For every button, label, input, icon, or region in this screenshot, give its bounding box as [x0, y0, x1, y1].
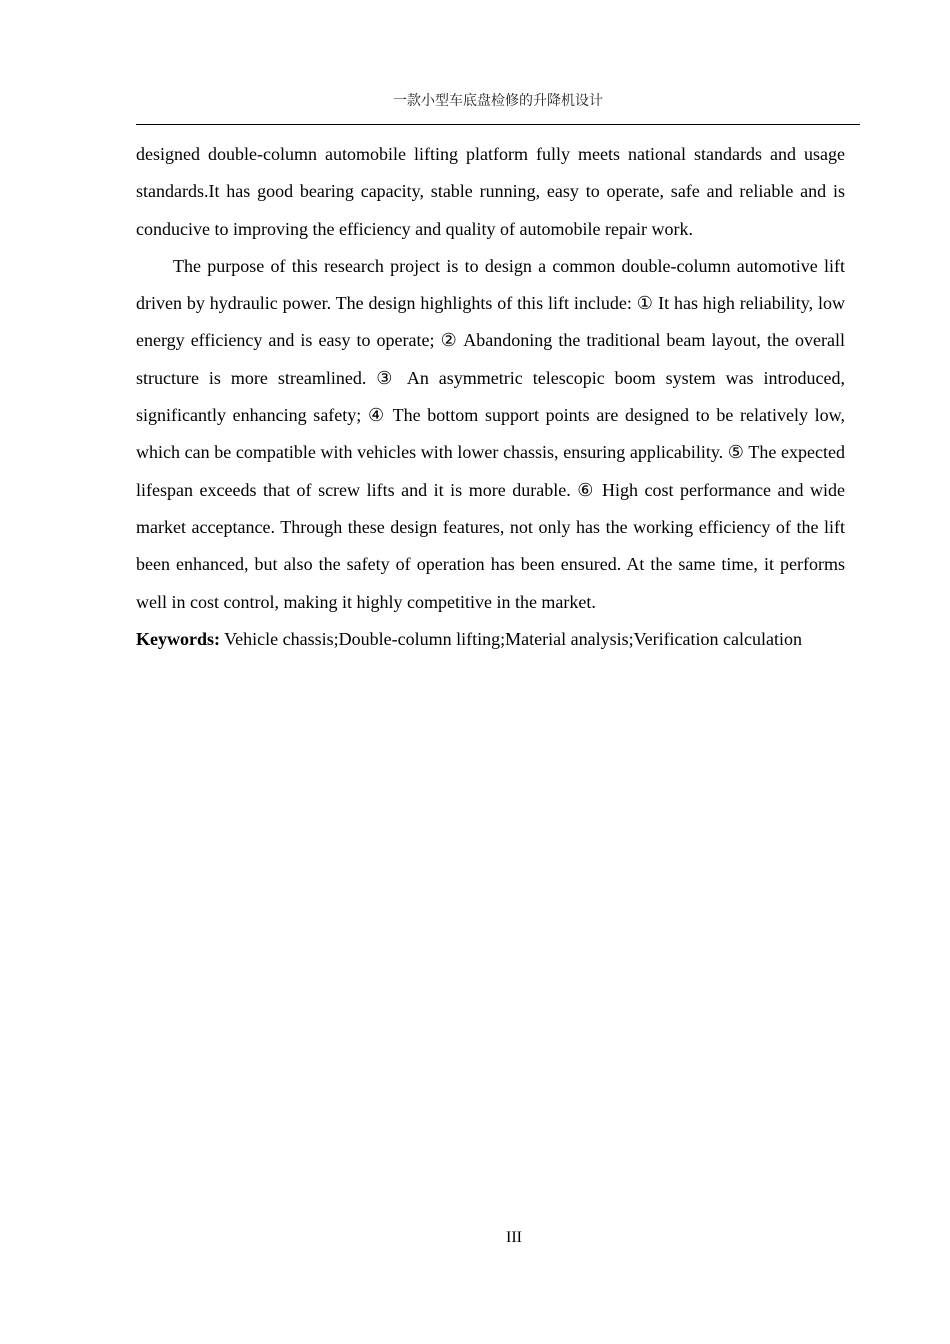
page-number: III — [506, 1229, 522, 1246]
keywords-value: Vehicle chassis;Double-column lifting;Material analysis;Verification calculation — [220, 628, 803, 649]
paragraph-continued: designed double-column automobile lifting platform fully meets national standards and usage standards.It has good bearing capacity, stable running, easy to operate, safe and reliable and is conducive to improving the efficiency and quality of automobile repair work. — [136, 144, 845, 239]
keywords-line — [136, 621, 845, 658]
header-divider — [136, 124, 860, 125]
abstract-body — [136, 136, 845, 658]
keywords-label: Keywords: — [136, 628, 220, 649]
running-header-title: 一款小型车底盘检修的升降机设计 — [393, 93, 603, 109]
paragraph-purpose: The purpose of this research project is to design a common double-column automotive lift driven by hydraulic power. The design highlights of this lift include: ① It has high reliability, low energy efficiency and is easy to operate; ② Abandoning the traditional beam layout, the overall structure is more streamlined. ③ An asymmetric telescopic boom system was introduced, significantly enhancing safety; ④ The bottom support points are designed to be relatively low, which can be compatible with vehicles with lower chassis, ensuring applicability. ⑤ The expected lifespan exceeds that of screw lifts and it is more durable. ⑥ High cost performance and wide market acceptance. Through these design features, not only has the working efficiency of the lift been enhanced, but also the safety of operation has been ensured. At the same time, it performs well in cost control, making it highly competitive in the market. — [136, 255, 845, 612]
